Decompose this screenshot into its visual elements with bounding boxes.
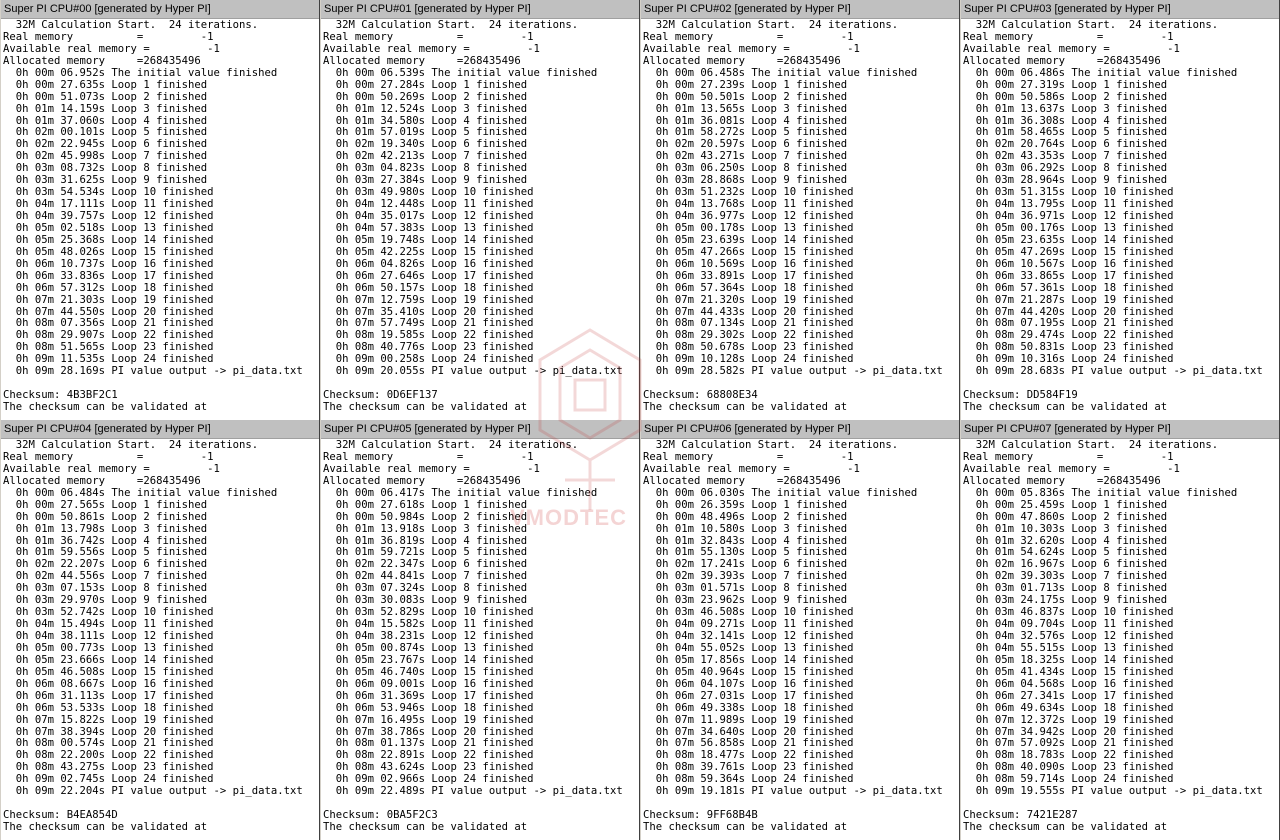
loop-result-line: 0h 06m 33.891s Loop 17 finished xyxy=(643,270,854,282)
loop-result-line: 0h 05m 18.325s Loop 14 finished xyxy=(963,654,1174,666)
loop-result-line: 0h 01m 36.081s Loop 4 finished xyxy=(643,115,848,127)
console-line: Real memory = -1 xyxy=(963,31,1174,43)
loop-result-line: 0h 07m 38.394s Loop 20 finished xyxy=(3,726,214,738)
console-line: Real memory = -1 xyxy=(3,31,214,43)
loop-result-line: 0h 01m 10.303s Loop 3 finished xyxy=(963,523,1168,535)
loop-result-line: 0h 08m 50.678s Loop 23 finished xyxy=(643,342,854,354)
loop-result-line: 0h 05m 40.964s Loop 15 finished xyxy=(643,666,854,678)
console-output xyxy=(321,439,639,834)
pi-output-line: 0h 09m 28.169s PI value output -> pi_data.txt xyxy=(3,366,303,378)
loop-result-line: 0h 05m 00.176s Loop 13 finished xyxy=(963,222,1174,234)
loop-result-line: 0h 03m 54.534s Loop 10 finished xyxy=(3,187,214,199)
loop-result-line: 0h 08m 29.474s Loop 22 finished xyxy=(963,330,1174,342)
loop-result-line: 0h 01m 57.019s Loop 5 finished xyxy=(323,127,528,139)
console-line: Allocated memory =268435496 xyxy=(643,475,841,487)
loop-result-line: 0h 07m 12.372s Loop 19 finished xyxy=(963,714,1174,726)
loop-result-line: 0h 05m 23.767s Loop 14 finished xyxy=(323,654,534,666)
loop-result-line: 0h 02m 20.764s Loop 6 finished xyxy=(963,139,1168,151)
loop-result-line: 0h 02m 20.597s Loop 6 finished xyxy=(643,139,848,151)
console-line: Available real memory = -1 xyxy=(643,463,860,475)
loop-result-line: 0h 05m 17.856s Loop 14 finished xyxy=(643,654,854,666)
loop-result-line: 0h 06m 04.107s Loop 16 finished xyxy=(643,678,854,690)
console-line: 32M Calculation Start. 24 iterations. xyxy=(963,20,1219,31)
loop-result-line: 0h 01m 14.159s Loop 3 finished xyxy=(3,103,208,115)
loop-result-line: 0h 03m 31.625s Loop 9 finished xyxy=(3,175,208,187)
loop-result-line: 0h 08m 00.574s Loop 21 finished xyxy=(3,738,214,750)
console-output xyxy=(1,439,319,834)
loop-result-line: 0h 07m 11.989s Loop 19 finished xyxy=(643,714,854,726)
loop-result-line: 0h 07m 16.495s Loop 19 finished xyxy=(323,714,534,726)
console-line: Allocated memory =268435496 xyxy=(963,55,1161,67)
loop-result-line: 0h 03m 06.250s Loop 8 finished xyxy=(643,163,848,175)
loop-result-line: 0h 08m 19.585s Loop 22 finished xyxy=(323,330,534,342)
loop-result-line: 0h 04m 12.448s Loop 11 finished xyxy=(323,199,534,211)
pi-output-line: 0h 09m 22.489s PI value output -> pi_data.txt xyxy=(323,786,623,798)
console-line: The checksum can be validated at xyxy=(323,822,528,833)
checksum-line: Checksum: 0D6EF137 xyxy=(323,390,438,402)
loop-result-line: 0h 00m 27.565s Loop 1 finished xyxy=(3,499,208,511)
loop-result-line: 0h 04m 15.582s Loop 11 finished xyxy=(323,619,534,631)
loop-result-line: 0h 00m 27.319s Loop 1 finished xyxy=(963,79,1168,91)
pi-output-line: 0h 09m 28.683s PI value output -> pi_data.txt xyxy=(963,366,1263,378)
loop-result-line: 0h 02m 39.393s Loop 7 finished xyxy=(643,571,848,583)
loop-result-line: 0h 07m 56.858s Loop 21 finished xyxy=(643,738,854,750)
console-line: Real memory = -1 xyxy=(323,31,534,43)
loop-result-line: 0h 06m 57.312s Loop 18 finished xyxy=(3,282,214,294)
console-line: Real memory = -1 xyxy=(3,451,214,463)
loop-result-line: 0h 02m 39.303s Loop 7 finished xyxy=(963,571,1168,583)
loop-result-line: 0h 05m 48.026s Loop 15 finished xyxy=(3,246,214,258)
loop-result-line: 0h 07m 34.942s Loop 20 finished xyxy=(963,726,1174,738)
console-line: 0h 00m 06.458s The initial value finished xyxy=(643,67,918,79)
loop-result-line: 0h 03m 01.571s Loop 8 finished xyxy=(643,583,848,595)
loop-result-line: 0h 01m 36.819s Loop 4 finished xyxy=(323,535,528,547)
loop-result-line: 0h 06m 31.113s Loop 17 finished xyxy=(3,690,214,702)
window-title-bar[interactable]: Super PI CPU#02 [generated by Hyper PI] xyxy=(641,0,959,19)
loop-result-line: 0h 03m 01.713s Loop 8 finished xyxy=(963,583,1168,595)
console-line: The checksum can be validated at xyxy=(3,402,208,413)
loop-result-line: 0h 06m 49.338s Loop 18 finished xyxy=(643,702,854,714)
loop-result-line: 0h 04m 32.576s Loop 12 finished xyxy=(963,631,1174,642)
loop-result-line: 0h 03m 07.324s Loop 8 finished xyxy=(323,583,528,595)
loop-result-line: 0h 00m 27.635s Loop 1 finished xyxy=(3,79,208,91)
console-line: Allocated memory =268435496 xyxy=(323,55,521,67)
loop-result-line: 0h 04m 09.271s Loop 11 finished xyxy=(643,619,854,631)
console-line xyxy=(963,378,1279,390)
loop-result-line: 0h 06m 53.533s Loop 18 finished xyxy=(3,702,214,714)
loop-result-line: 0h 00m 27.239s Loop 1 finished xyxy=(643,79,848,91)
loop-result-line: 0h 03m 49.980s Loop 10 finished xyxy=(323,187,534,199)
loop-result-line: 0h 01m 59.721s Loop 5 finished xyxy=(323,547,528,559)
pi-output-line: 0h 09m 28.582s PI value output -> pi_data.txt xyxy=(643,366,943,378)
loop-result-line: 0h 00m 50.501s Loop 2 finished xyxy=(643,91,848,103)
loop-result-line: 0h 02m 22.207s Loop 6 finished xyxy=(3,559,208,571)
loop-result-line: 0h 00m 50.861s Loop 2 finished xyxy=(3,511,208,523)
console-line: Allocated memory =268435496 xyxy=(323,475,521,487)
loop-result-line: 0h 06m 49.634s Loop 18 finished xyxy=(963,702,1174,714)
loop-result-line: 0h 08m 59.714s Loop 24 finished xyxy=(963,774,1174,786)
console-line: 0h 00m 06.952s The initial value finished xyxy=(3,67,278,79)
loop-result-line: 0h 02m 22.945s Loop 6 finished xyxy=(3,139,208,151)
console-line xyxy=(323,378,639,390)
window-title-bar[interactable]: Super PI CPU#05 [generated by Hyper PI] xyxy=(321,420,639,439)
console-output xyxy=(961,19,1279,414)
loop-result-line: 0h 02m 00.101s Loop 5 finished xyxy=(3,127,208,139)
loop-result-line: 0h 02m 19.340s Loop 6 finished xyxy=(323,139,528,151)
loop-result-line: 0h 07m 44.420s Loop 20 finished xyxy=(963,306,1174,318)
console-line: The checksum can be validated at xyxy=(3,822,208,833)
loop-result-line: 0h 08m 29.302s Loop 22 finished xyxy=(643,330,854,342)
loop-result-line: 0h 08m 43.624s Loop 23 finished xyxy=(323,762,534,774)
pi-output-line: 0h 09m 20.055s PI value output -> pi_data.txt xyxy=(323,366,623,378)
loop-result-line: 0h 04m 13.795s Loop 11 finished xyxy=(963,199,1174,211)
loop-result-line: 0h 03m 06.292s Loop 8 finished xyxy=(963,163,1168,175)
superpi-window-cpu07[interactable] xyxy=(960,420,1280,840)
loop-result-line: 0h 09m 02.966s Loop 24 finished xyxy=(323,774,534,786)
checksum-line: Checksum: 7421E287 xyxy=(963,810,1078,822)
loop-result-line: 0h 03m 52.829s Loop 10 finished xyxy=(323,607,534,619)
loop-result-line: 0h 04m 38.231s Loop 12 finished xyxy=(323,631,534,642)
loop-result-line: 0h 02m 16.967s Loop 6 finished xyxy=(963,559,1168,571)
loop-result-line: 0h 06m 10.737s Loop 16 finished xyxy=(3,258,214,270)
loop-result-line: 0h 01m 13.637s Loop 3 finished xyxy=(963,103,1168,115)
console-line xyxy=(3,798,319,810)
loop-result-line: 0h 07m 38.786s Loop 20 finished xyxy=(323,726,534,738)
loop-result-line: 0h 08m 51.565s Loop 23 finished xyxy=(3,342,214,354)
loop-result-line: 0h 07m 21.287s Loop 19 finished xyxy=(963,294,1174,306)
loop-result-line: 0h 08m 43.275s Loop 23 finished xyxy=(3,762,214,774)
console-line: Available real memory = -1 xyxy=(963,463,1180,475)
console-line xyxy=(963,798,1279,810)
console-line: Available real memory = -1 xyxy=(323,43,540,55)
loop-result-line: 0h 06m 27.646s Loop 17 finished xyxy=(323,270,534,282)
loop-result-line: 0h 06m 09.001s Loop 16 finished xyxy=(323,678,534,690)
pi-output-line: 0h 09m 19.555s PI value output -> pi_data.txt xyxy=(963,786,1263,798)
console-line: Available real memory = -1 xyxy=(3,463,220,475)
loop-result-line: 0h 06m 10.569s Loop 16 finished xyxy=(643,258,854,270)
console-line: 0h 00m 06.030s The initial value finished xyxy=(643,487,918,499)
console-line: The checksum can be validated at xyxy=(963,822,1168,833)
loop-result-line: 0h 00m 50.269s Loop 2 finished xyxy=(323,91,528,103)
loop-result-line: 0h 07m 21.320s Loop 19 finished xyxy=(643,294,854,306)
window-title-bar[interactable]: Super PI CPU#04 [generated by Hyper PI] xyxy=(1,420,319,439)
console-line xyxy=(323,798,639,810)
loop-result-line: 0h 08m 39.761s Loop 23 finished xyxy=(643,762,854,774)
superpi-window-cpu04[interactable] xyxy=(0,420,320,840)
loop-result-line: 0h 08m 07.195s Loop 21 finished xyxy=(963,318,1174,330)
loop-result-line: 0h 01m 59.556s Loop 5 finished xyxy=(3,547,208,559)
loop-result-line: 0h 03m 29.970s Loop 9 finished xyxy=(3,595,208,607)
loop-result-line: 0h 02m 22.347s Loop 6 finished xyxy=(323,559,528,571)
console-line: 32M Calculation Start. 24 iterations. xyxy=(643,440,899,451)
loop-result-line: 0h 02m 43.353s Loop 7 finished xyxy=(963,151,1168,163)
loop-result-line: 0h 03m 46.508s Loop 10 finished xyxy=(643,607,854,619)
loop-result-line: 0h 01m 13.798s Loop 3 finished xyxy=(3,523,208,535)
console-output xyxy=(641,439,959,834)
loop-result-line: 0h 04m 39.757s Loop 12 finished xyxy=(3,211,214,222)
console-line: The checksum can be validated at xyxy=(643,402,848,413)
loop-result-line: 0h 04m 36.977s Loop 12 finished xyxy=(643,211,854,222)
console-line xyxy=(643,378,959,390)
console-line: The checksum can be validated at xyxy=(963,402,1168,413)
loop-result-line: 0h 01m 12.524s Loop 3 finished xyxy=(323,103,528,115)
loop-result-line: 0h 04m 57.383s Loop 13 finished xyxy=(323,222,534,234)
loop-result-line: 0h 07m 12.759s Loop 19 finished xyxy=(323,294,534,306)
loop-result-line: 0h 05m 02.518s Loop 13 finished xyxy=(3,222,214,234)
loop-result-line: 0h 07m 21.303s Loop 19 finished xyxy=(3,294,214,306)
console-line: Allocated memory =268435496 xyxy=(643,55,841,67)
loop-result-line: 0h 05m 00.874s Loop 13 finished xyxy=(323,642,534,654)
console-line: Allocated memory =268435496 xyxy=(963,475,1161,487)
loop-result-line: 0h 08m 29.907s Loop 22 finished xyxy=(3,330,214,342)
loop-result-line: 0h 05m 23.666s Loop 14 finished xyxy=(3,654,214,666)
loop-result-line: 0h 03m 28.964s Loop 9 finished xyxy=(963,175,1168,187)
checksum-line: Checksum: B4EA854D xyxy=(3,810,118,822)
console-line: Available real memory = -1 xyxy=(643,43,860,55)
console-line: 32M Calculation Start. 24 iterations. xyxy=(643,20,899,31)
window-title-bar[interactable]: Super PI CPU#01 [generated by Hyper PI] xyxy=(321,0,639,19)
loop-result-line: 0h 06m 27.341s Loop 17 finished xyxy=(963,690,1174,702)
loop-result-line: 0h 00m 27.284s Loop 1 finished xyxy=(323,79,528,91)
loop-result-line: 0h 06m 33.836s Loop 17 finished xyxy=(3,270,214,282)
loop-result-line: 0h 00m 27.618s Loop 1 finished xyxy=(323,499,528,511)
loop-result-line: 0h 06m 04.826s Loop 16 finished xyxy=(323,258,534,270)
loop-result-line: 0h 01m 55.130s Loop 5 finished xyxy=(643,547,848,559)
superpi-window-cpu01[interactable] xyxy=(320,0,640,420)
console-line: The checksum can be validated at xyxy=(643,822,848,833)
loop-result-line: 0h 02m 17.241s Loop 6 finished xyxy=(643,559,848,571)
loop-result-line: 0h 01m 36.308s Loop 4 finished xyxy=(963,115,1168,127)
loop-result-line: 0h 07m 15.822s Loop 19 finished xyxy=(3,714,214,726)
loop-result-line: 0h 09m 10.128s Loop 24 finished xyxy=(643,354,854,366)
pi-output-line: 0h 09m 19.181s PI value output -> pi_data.txt xyxy=(643,786,943,798)
loop-result-line: 0h 03m 52.742s Loop 10 finished xyxy=(3,607,214,619)
loop-result-line: 0h 04m 55.515s Loop 13 finished xyxy=(963,642,1174,654)
superpi-window-cpu00[interactable] xyxy=(0,0,320,420)
loop-result-line: 0h 03m 08.732s Loop 8 finished xyxy=(3,163,208,175)
loop-result-line: 0h 08m 07.134s Loop 21 finished xyxy=(643,318,854,330)
console-line: Real memory = -1 xyxy=(643,31,854,43)
loop-result-line: 0h 05m 41.434s Loop 15 finished xyxy=(963,666,1174,678)
loop-result-line: 0h 04m 32.141s Loop 12 finished xyxy=(643,631,854,642)
checksum-line: Checksum: 68808E34 xyxy=(643,390,758,402)
console-line xyxy=(643,798,959,810)
loop-result-line: 0h 07m 44.550s Loop 20 finished xyxy=(3,306,214,318)
console-output xyxy=(321,19,639,414)
loop-result-line: 0h 08m 07.356s Loop 21 finished xyxy=(3,318,214,330)
loop-result-line: 0h 01m 10.580s Loop 3 finished xyxy=(643,523,848,535)
console-line xyxy=(3,378,319,390)
console-line: 32M Calculation Start. 24 iterations. xyxy=(3,440,259,451)
loop-result-line: 0h 04m 38.111s Loop 12 finished xyxy=(3,631,214,642)
loop-result-line: 0h 01m 32.620s Loop 4 finished xyxy=(963,535,1168,547)
console-line: 0h 00m 06.417s The initial value finished xyxy=(323,487,598,499)
loop-result-line: 0h 04m 35.017s Loop 12 finished xyxy=(323,211,534,222)
loop-result-line: 0h 04m 09.704s Loop 11 finished xyxy=(963,619,1174,631)
loop-result-line: 0h 01m 58.465s Loop 5 finished xyxy=(963,127,1168,139)
loop-result-line: 0h 07m 34.640s Loop 20 finished xyxy=(643,726,854,738)
console-line: Allocated memory =268435496 xyxy=(3,55,201,67)
loop-result-line: 0h 02m 43.271s Loop 7 finished xyxy=(643,151,848,163)
loop-result-line: 0h 01m 34.580s Loop 4 finished xyxy=(323,115,528,127)
loop-result-line: 0h 08m 50.831s Loop 23 finished xyxy=(963,342,1174,354)
checksum-line: Checksum: DD584F19 xyxy=(963,390,1078,402)
superpi-window-cpu06[interactable] xyxy=(640,420,960,840)
loop-result-line: 0h 06m 04.568s Loop 16 finished xyxy=(963,678,1174,690)
loop-result-line: 0h 01m 36.742s Loop 4 finished xyxy=(3,535,208,547)
loop-result-line: 0h 06m 27.031s Loop 17 finished xyxy=(643,690,854,702)
loop-result-line: 0h 05m 47.266s Loop 15 finished xyxy=(643,246,854,258)
console-line: 32M Calculation Start. 24 iterations. xyxy=(963,440,1219,451)
loop-result-line: 0h 03m 27.384s Loop 9 finished xyxy=(323,175,528,187)
checksum-line: Checksum: 9FF68B4B xyxy=(643,810,758,822)
loop-result-line: 0h 06m 50.157s Loop 18 finished xyxy=(323,282,534,294)
loop-result-line: 0h 04m 15.494s Loop 11 finished xyxy=(3,619,214,631)
loop-result-line: 0h 00m 48.496s Loop 2 finished xyxy=(643,511,848,523)
loop-result-line: 0h 03m 23.962s Loop 9 finished xyxy=(643,595,848,607)
loop-result-line: 0h 06m 08.667s Loop 16 finished xyxy=(3,678,214,690)
loop-result-line: 0h 03m 51.315s Loop 10 finished xyxy=(963,187,1174,199)
loop-result-line: 0h 06m 57.364s Loop 18 finished xyxy=(643,282,854,294)
loop-result-line: 0h 03m 30.083s Loop 9 finished xyxy=(323,595,528,607)
console-line: Allocated memory =268435496 xyxy=(3,475,201,487)
loop-result-line: 0h 02m 45.998s Loop 7 finished xyxy=(3,151,208,163)
loop-result-line: 0h 07m 44.433s Loop 20 finished xyxy=(643,306,854,318)
checksum-line: Checksum: 4B3BF2C1 xyxy=(3,390,118,402)
window-title-bar[interactable]: Super PI CPU#03 [generated by Hyper PI] xyxy=(961,0,1279,19)
loop-result-line: 0h 04m 13.768s Loop 11 finished xyxy=(643,199,854,211)
loop-result-line: 0h 09m 00.258s Loop 24 finished xyxy=(323,354,534,366)
window-title-bar[interactable]: Super PI CPU#06 [generated by Hyper PI] xyxy=(641,420,959,439)
loop-result-line: 0h 05m 00.773s Loop 13 finished xyxy=(3,642,214,654)
loop-result-line: 0h 05m 47.269s Loop 15 finished xyxy=(963,246,1174,258)
loop-result-line: 0h 07m 57.092s Loop 21 finished xyxy=(963,738,1174,750)
loop-result-line: 0h 05m 46.740s Loop 15 finished xyxy=(323,666,534,678)
superpi-window-cpu03[interactable] xyxy=(960,0,1280,420)
console-line: Real memory = -1 xyxy=(323,451,534,463)
checksum-line: Checksum: 0BA5F2C3 xyxy=(323,810,438,822)
loop-result-line: 0h 09m 02.745s Loop 24 finished xyxy=(3,774,214,786)
loop-result-line: 0h 05m 25.368s Loop 14 finished xyxy=(3,234,214,246)
loop-result-line: 0h 03m 24.175s Loop 9 finished xyxy=(963,595,1168,607)
loop-result-line: 0h 09m 11.535s Loop 24 finished xyxy=(3,354,214,366)
loop-result-line: 0h 07m 57.749s Loop 21 finished xyxy=(323,318,534,330)
loop-result-line: 0h 06m 10.567s Loop 16 finished xyxy=(963,258,1174,270)
loop-result-line: 0h 05m 46.508s Loop 15 finished xyxy=(3,666,214,678)
loop-result-line: 0h 01m 58.272s Loop 5 finished xyxy=(643,127,848,139)
console-line: 0h 00m 06.486s The initial value finished xyxy=(963,67,1238,79)
loop-result-line: 0h 02m 42.213s Loop 7 finished xyxy=(323,151,528,163)
loop-result-line: 0h 06m 33.865s Loop 17 finished xyxy=(963,270,1174,282)
console-line: Real memory = -1 xyxy=(963,451,1174,463)
loop-result-line: 0h 08m 59.364s Loop 24 finished xyxy=(643,774,854,786)
console-line: Available real memory = -1 xyxy=(323,463,540,475)
console-line: Available real memory = -1 xyxy=(963,43,1180,55)
superpi-window-cpu05[interactable] xyxy=(320,420,640,840)
loop-result-line: 0h 08m 18.783s Loop 22 finished xyxy=(963,750,1174,762)
loop-result-line: 0h 05m 42.225s Loop 15 finished xyxy=(323,246,534,258)
loop-result-line: 0h 01m 54.624s Loop 5 finished xyxy=(963,547,1168,559)
loop-result-line: 0h 07m 35.410s Loop 20 finished xyxy=(323,306,534,318)
loop-result-line: 0h 08m 40.090s Loop 23 finished xyxy=(963,762,1174,774)
loop-result-line: 0h 02m 44.841s Loop 7 finished xyxy=(323,571,528,583)
console-line: 32M Calculation Start. 24 iterations. xyxy=(323,440,579,451)
loop-result-line: 0h 04m 36.971s Loop 12 finished xyxy=(963,211,1174,222)
loop-result-line: 0h 02m 44.556s Loop 7 finished xyxy=(3,571,208,583)
loop-result-line: 0h 03m 04.823s Loop 8 finished xyxy=(323,163,528,175)
loop-result-line: 0h 06m 57.361s Loop 18 finished xyxy=(963,282,1174,294)
loop-result-line: 0h 00m 50.586s Loop 2 finished xyxy=(963,91,1168,103)
console-line: The checksum can be validated at xyxy=(323,402,528,413)
loop-result-line: 0h 06m 53.946s Loop 18 finished xyxy=(323,702,534,714)
loop-result-line: 0h 01m 32.843s Loop 4 finished xyxy=(643,535,848,547)
loop-result-line: 0h 03m 07.153s Loop 8 finished xyxy=(3,583,208,595)
window-title-bar[interactable]: Super PI CPU#00 [generated by Hyper PI] xyxy=(1,0,319,19)
console-line: 32M Calculation Start. 24 iterations. xyxy=(3,20,259,31)
console-line: Available real memory = -1 xyxy=(3,43,220,55)
console-output xyxy=(961,439,1279,834)
loop-result-line: 0h 09m 10.316s Loop 24 finished xyxy=(963,354,1174,366)
loop-result-line: 0h 04m 17.111s Loop 11 finished xyxy=(3,199,214,211)
loop-result-line: 0h 01m 13.565s Loop 3 finished xyxy=(643,103,848,115)
loop-result-line: 0h 08m 01.137s Loop 21 finished xyxy=(323,738,534,750)
loop-result-line: 0h 03m 51.232s Loop 10 finished xyxy=(643,187,854,199)
loop-result-line: 0h 00m 51.073s Loop 2 finished xyxy=(3,91,208,103)
console-line: 32M Calculation Start. 24 iterations. xyxy=(323,20,579,31)
loop-result-line: 0h 05m 00.178s Loop 13 finished xyxy=(643,222,854,234)
loop-result-line: 0h 03m 46.837s Loop 10 finished xyxy=(963,607,1174,619)
watermark-text: VMODTEC xyxy=(510,505,627,530)
loop-result-line: 0h 05m 23.639s Loop 14 finished xyxy=(643,234,854,246)
loop-result-line: 0h 06m 31.369s Loop 17 finished xyxy=(323,690,534,702)
pi-output-line: 0h 09m 22.204s PI value output -> pi_data.txt xyxy=(3,786,303,798)
loop-result-line: 0h 08m 40.776s Loop 23 finished xyxy=(323,342,534,354)
loop-result-line: 0h 03m 28.868s Loop 9 finished xyxy=(643,175,848,187)
loop-result-line: 0h 08m 22.891s Loop 22 finished xyxy=(323,750,534,762)
console-line: Real memory = -1 xyxy=(643,451,854,463)
loop-result-line: 0h 05m 19.748s Loop 14 finished xyxy=(323,234,534,246)
loop-result-line: 0h 00m 25.459s Loop 1 finished xyxy=(963,499,1168,511)
console-line: 0h 00m 05.836s The initial value finished xyxy=(963,487,1238,499)
loop-result-line: 0h 00m 47.860s Loop 2 finished xyxy=(963,511,1168,523)
loop-result-line: 0h 00m 26.359s Loop 1 finished xyxy=(643,499,848,511)
superpi-window-cpu02[interactable] xyxy=(640,0,960,420)
console-line: 0h 00m 06.484s The initial value finished xyxy=(3,487,278,499)
loop-result-line: 0h 08m 18.477s Loop 22 finished xyxy=(643,750,854,762)
console-output xyxy=(641,19,959,414)
console-line: 0h 00m 06.539s The initial value finished xyxy=(323,67,598,79)
loop-result-line: 0h 08m 22.200s Loop 22 finished xyxy=(3,750,214,762)
loop-result-line: 0h 01m 37.060s Loop 4 finished xyxy=(3,115,208,127)
window-title-bar[interactable]: Super PI CPU#07 [generated by Hyper PI] xyxy=(961,420,1279,439)
loop-result-line: 0h 01m 13.918s Loop 3 finished xyxy=(323,523,528,535)
loop-result-line: 0h 00m 50.984s Loop 2 finished xyxy=(323,511,528,523)
console-output xyxy=(1,19,319,414)
loop-result-line: 0h 04m 55.052s Loop 13 finished xyxy=(643,642,854,654)
loop-result-line: 0h 05m 23.635s Loop 14 finished xyxy=(963,234,1174,246)
